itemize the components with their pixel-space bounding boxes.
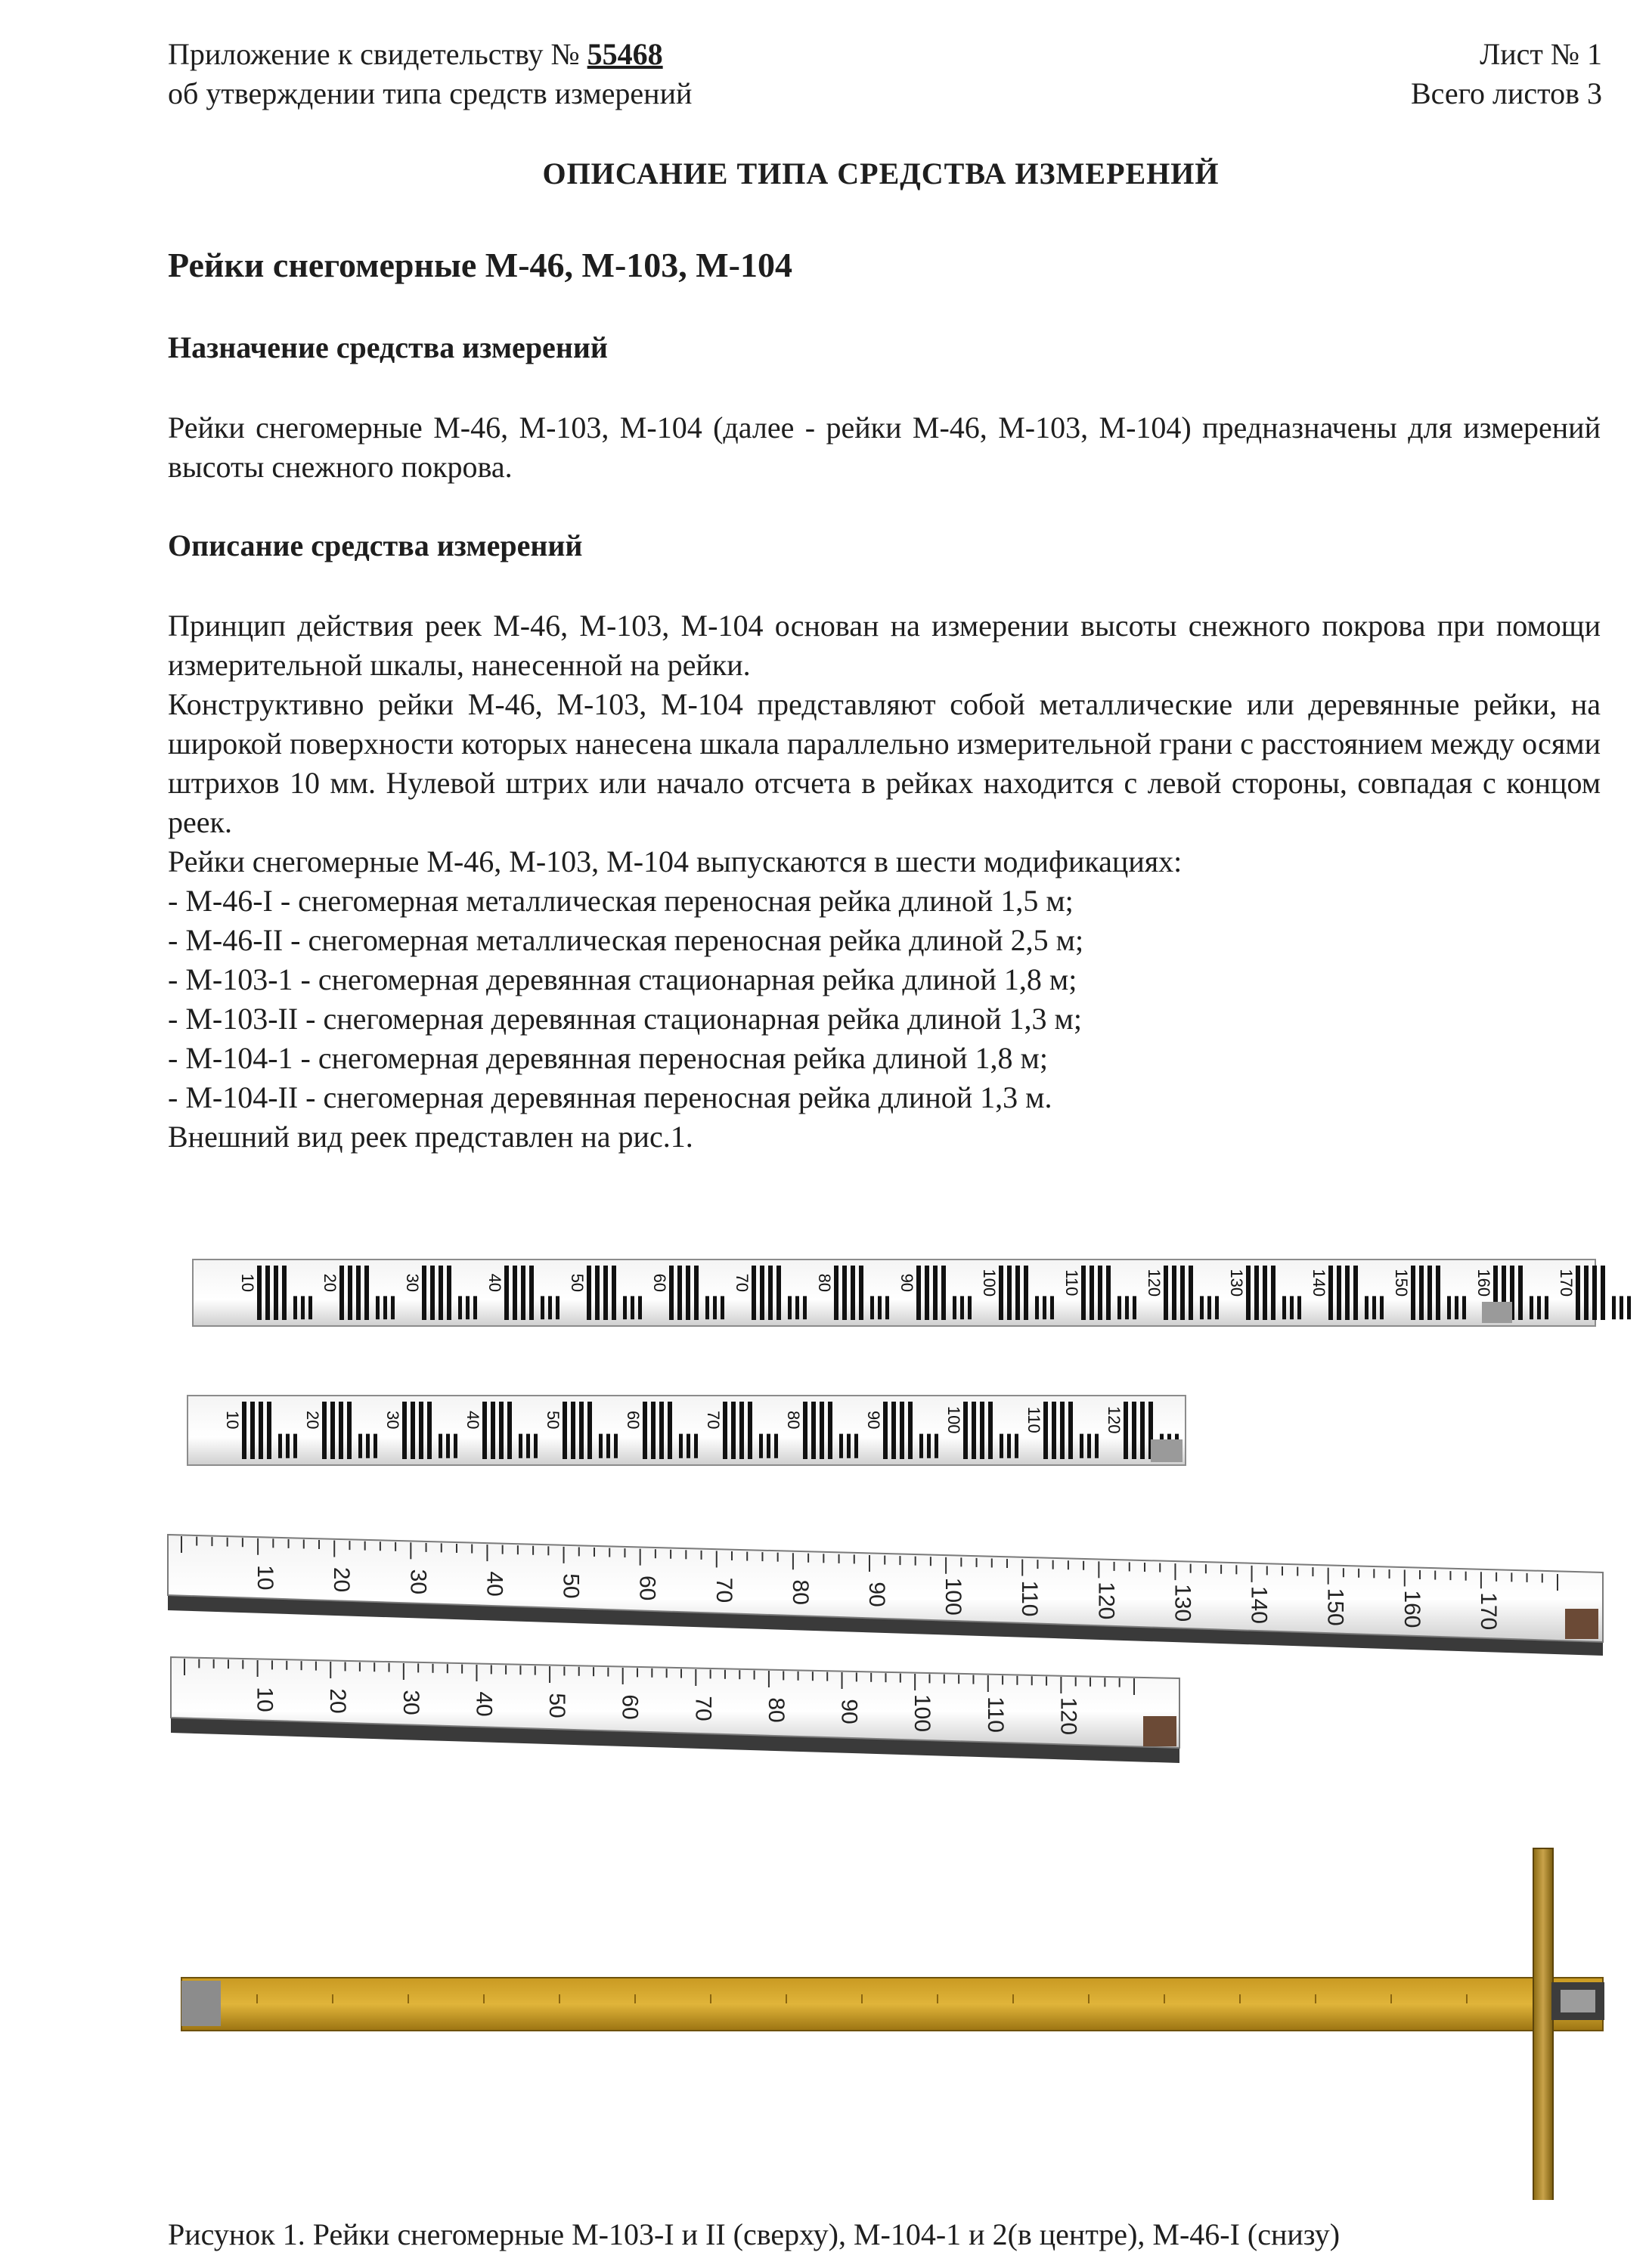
rod-scale-bar xyxy=(526,1434,530,1458)
rod-scale-label: 110 xyxy=(982,1696,1008,1733)
rod-scale-bar xyxy=(259,1402,263,1459)
rod-scale-bar xyxy=(859,1266,863,1320)
rod-scale-bar xyxy=(1172,1266,1176,1320)
rod-scale-bar xyxy=(499,1402,504,1459)
rod-scale-bar xyxy=(1537,1296,1541,1319)
rod-scale-bar xyxy=(1372,1296,1376,1319)
rod-scale-bar xyxy=(878,1296,882,1319)
rod-scale-bar xyxy=(1353,1266,1358,1320)
rod-scale-bar xyxy=(614,1434,618,1458)
rod-scale-label: 90 xyxy=(864,1410,883,1430)
rod-scale-bar xyxy=(293,1434,297,1458)
rod-scale-bar xyxy=(1436,1266,1440,1320)
rod-scale-label: 40 xyxy=(471,1691,497,1717)
modification-item: - М-104-1 - снегомерная деревянная переносная рейка длиной 1,8 м; xyxy=(168,1041,1048,1075)
rod-scale-bar xyxy=(935,1434,938,1458)
rod-scale-bar xyxy=(1180,1266,1185,1320)
rod-scale-bar xyxy=(694,1266,699,1320)
rod-scale-bar xyxy=(1035,1296,1039,1319)
rod-scale-bar xyxy=(513,1266,517,1320)
rod-scale-bar xyxy=(348,1266,352,1320)
rod-scale-bar xyxy=(286,1434,290,1458)
rod-scale-label: 10 xyxy=(238,1273,257,1293)
rod-scale-label: 90 xyxy=(897,1273,916,1293)
rod-scale-label: 10 xyxy=(253,1565,278,1591)
rod-scale-label: 70 xyxy=(704,1410,723,1430)
rod-scale-bar xyxy=(447,1266,451,1320)
rod-scale-bar xyxy=(919,1434,923,1458)
rod-scale-bar xyxy=(301,1296,305,1319)
rod-m46-i xyxy=(181,1848,1604,2200)
figure-caption: Рисунок 1. Рейки снегомерные М-103-I и II (сверху), М-104-1 и 2(в центре), М-46-I (снизу) xyxy=(168,2217,1341,2251)
rod-m103-i xyxy=(193,1259,1631,1326)
rod-scale-bar xyxy=(1419,1266,1424,1320)
rod-scale-bar xyxy=(556,1296,559,1319)
modification-item: - М-103-II - снегомерная деревянная стационарная рейка длиной 1,3 м; xyxy=(168,1002,1082,1036)
rod-scale-label: 110 xyxy=(1024,1406,1043,1433)
rod-scale-bar xyxy=(638,1296,642,1319)
rod-scale-label: 10 xyxy=(223,1410,242,1430)
certificate-number: 55468 xyxy=(587,37,663,71)
rod-scale-bar xyxy=(606,1434,610,1458)
rod-scale-bar xyxy=(687,1434,690,1458)
rod-scale-bar xyxy=(1024,1266,1028,1320)
modification-item: - М-104-II - снегомерная деревянная переносная рейка длиной 1,3 м. xyxy=(168,1080,1052,1114)
rod-scale-bar xyxy=(1427,1266,1432,1320)
rod-scale-bar xyxy=(631,1296,634,1319)
snow-rods-figure xyxy=(0,1194,1649,2200)
rod-scale-label: 20 xyxy=(303,1410,322,1430)
rod-scale-bar xyxy=(521,1266,525,1320)
rod-scale-label: 120 xyxy=(1093,1582,1119,1620)
rod-scale-bar xyxy=(1133,1296,1136,1319)
rod-scale-label: 30 xyxy=(383,1410,402,1430)
rod-scale-bar xyxy=(1254,1266,1259,1320)
rod-scale-bar xyxy=(454,1434,457,1458)
rod-scale-bar xyxy=(839,1434,843,1458)
rod-scale-label: 100 xyxy=(980,1269,999,1297)
rod-scale-bar xyxy=(466,1296,470,1319)
rod2-end-cap xyxy=(1151,1439,1183,1462)
rod-scale-label: 140 xyxy=(1310,1269,1328,1297)
rod-scale-bar xyxy=(1380,1296,1384,1319)
rod-scale-bar xyxy=(1132,1402,1136,1459)
rod-scale-bar xyxy=(788,1296,792,1319)
rod-scale-bar xyxy=(1117,1296,1121,1319)
rod-scale-bar xyxy=(908,1402,913,1459)
rod-scale-label: 120 xyxy=(1105,1405,1124,1434)
rod-scale-bar xyxy=(1620,1296,1623,1319)
rod-scale-bar xyxy=(721,1296,724,1319)
rod-scale-bar xyxy=(612,1266,616,1320)
rod5-metal-tip xyxy=(181,1981,221,2026)
rod-scale-label: 80 xyxy=(815,1273,834,1293)
rod-scale-bar xyxy=(519,1434,522,1458)
rod-scale-bar xyxy=(473,1296,477,1319)
sheet-number: Лист № 1 xyxy=(1480,37,1602,71)
rod-scale-bar xyxy=(900,1402,904,1459)
rod-scale-bar xyxy=(811,1402,816,1459)
rod-scale-bar xyxy=(1125,1296,1129,1319)
rod-scale-bar xyxy=(767,1434,770,1458)
rod-scale-label: 90 xyxy=(864,1582,889,1607)
rod-scale-bar xyxy=(1000,1434,1003,1458)
total-sheets: Всего листов 3 xyxy=(1410,76,1602,110)
rod4-end-cap xyxy=(1143,1716,1176,1746)
rod-scale-bar xyxy=(885,1296,889,1319)
purpose-heading: Назначение средства измерений xyxy=(168,330,608,364)
rod-scale-bar xyxy=(980,1402,984,1459)
description-body xyxy=(168,606,1601,1157)
rod-scale-bar xyxy=(1612,1296,1616,1319)
rod-scale-label: 20 xyxy=(329,1566,355,1593)
rod-scale-label: 50 xyxy=(544,1693,570,1718)
rod-scale-bar xyxy=(988,1402,993,1459)
rod-scale-bar xyxy=(1271,1266,1275,1320)
rod-scale-label: 80 xyxy=(787,1579,813,1605)
rod-scale-bar xyxy=(571,1402,575,1459)
rod-scale-bar xyxy=(768,1266,773,1320)
rod-scale-bar xyxy=(430,1266,435,1320)
rod-scale-label: 60 xyxy=(650,1273,669,1293)
rod-scale-bar xyxy=(529,1266,534,1320)
rod-scale-bar xyxy=(659,1402,664,1459)
rod-scale-bar xyxy=(705,1296,709,1319)
header-left xyxy=(168,35,692,113)
rod-scale-bar xyxy=(1215,1296,1219,1319)
rod-scale-bar xyxy=(668,1402,672,1459)
rod-scale-label: 110 xyxy=(1062,1269,1081,1297)
rod-scale-bar xyxy=(1060,1402,1065,1459)
rod-scale-label: 130 xyxy=(1227,1269,1246,1297)
rod-scale-label: 60 xyxy=(624,1410,643,1430)
rod-scale-bar xyxy=(446,1434,450,1458)
rod-scale-bar xyxy=(1015,1434,1018,1458)
rod-scale-bar xyxy=(1545,1296,1548,1319)
rod-scale-bar xyxy=(927,1434,931,1458)
rod-scale-label: 70 xyxy=(690,1696,716,1721)
rod-scale-bar xyxy=(972,1402,976,1459)
rod-scale-bar xyxy=(748,1402,752,1459)
rod-scale-bar xyxy=(759,1434,763,1458)
rod-scale-bar xyxy=(356,1266,361,1320)
rod-scale-label: 80 xyxy=(784,1410,803,1430)
rod-scale-bar xyxy=(548,1296,552,1319)
rod-scale-label: 150 xyxy=(1322,1588,1348,1626)
modification-item: - М-46-I - снегомерная металлическая переносная рейка длиной 1,5 м; xyxy=(168,884,1074,918)
rod-scale-label: 50 xyxy=(568,1273,587,1293)
rod-scale-label: 20 xyxy=(321,1273,339,1293)
rod-scale-bar xyxy=(1050,1296,1054,1319)
rod-scale-label: 170 xyxy=(1557,1269,1576,1297)
rod-scale-label: 70 xyxy=(733,1273,752,1293)
rod-scale-bar xyxy=(1530,1296,1533,1319)
rod-scale-bar xyxy=(925,1266,929,1320)
rod-scale-bar xyxy=(623,1296,627,1319)
rod-scale-bar xyxy=(1200,1296,1204,1319)
rod-scale-bar xyxy=(579,1402,584,1459)
rod-scale-bar xyxy=(842,1266,847,1320)
rod-scale-bar xyxy=(1007,1266,1012,1320)
rod-scale-label: 30 xyxy=(398,1690,423,1715)
rod-scale-bar xyxy=(491,1402,495,1459)
rod-scale-bar xyxy=(739,1402,744,1459)
rod-scale-bar xyxy=(391,1296,395,1319)
rod-scale-bar xyxy=(278,1434,282,1458)
rod-scale-bar xyxy=(960,1296,964,1319)
rod-scale-bar xyxy=(1627,1296,1631,1319)
rod-scale-bar xyxy=(339,1402,343,1459)
rod-scale-label: 80 xyxy=(763,1697,789,1723)
rod-scale-label: 40 xyxy=(482,1571,507,1597)
rod-scale-label: 130 xyxy=(1170,1584,1195,1622)
rod-scale-label: 140 xyxy=(1246,1585,1272,1624)
rod-scale-bar xyxy=(419,1402,423,1459)
rod-scale-label: 170 xyxy=(1475,1592,1501,1631)
rod-scale-label: 90 xyxy=(836,1699,862,1724)
rod-scale-bar xyxy=(731,1402,736,1459)
rod-scale-label: 160 xyxy=(1474,1269,1493,1297)
rod-scale-bar xyxy=(941,1266,946,1320)
rod-scale-bar xyxy=(587,1402,592,1459)
rod-scale-bar xyxy=(366,1434,370,1458)
rod-scale-bar xyxy=(1282,1296,1286,1319)
rod-scale-bar xyxy=(651,1402,656,1459)
appearance-note: Внешний вид реек представлен на рис.1. xyxy=(168,1120,693,1154)
rod-scale-label: 40 xyxy=(463,1410,482,1430)
rod-scale-bar xyxy=(358,1434,362,1458)
rod-scale-bar xyxy=(411,1402,415,1459)
purpose-text: Рейки снегомерные М-46, М-103, М-104 (далее - рейки М-46, М-103, М-104) предназначены для измерений высоты снежного покрова. xyxy=(168,411,1601,484)
rod-scale-label: 70 xyxy=(711,1577,736,1603)
rod-scale-bar xyxy=(541,1296,544,1319)
rod-scale-bar xyxy=(364,1266,369,1320)
certificate-prefix: Приложение к свидетельству № xyxy=(168,37,580,71)
rod-scale-bar xyxy=(1592,1266,1597,1320)
rod-m103-ii xyxy=(188,1396,1186,1465)
header-right xyxy=(1411,35,1602,113)
rod-scale-bar xyxy=(1090,1266,1094,1320)
rod-scale-bar xyxy=(953,1296,956,1319)
rod-scale-bar xyxy=(250,1402,255,1459)
rod-scale-bar xyxy=(713,1296,717,1319)
rod-scale-bar xyxy=(679,1434,683,1458)
description-paragraph-2: Конструктивно рейки М-46, М-103, М-104 представляют собой металлические или деревянные рейки, на широкой поверхности которых нанесена шкала параллельно измерительной грани с расстоянием между осями штрихов 10 мм. Нулевой штрих или начало отсчета в рейках находится с левой стороны, совпадая с концом реек. xyxy=(168,687,1601,839)
modification-item: - М-46-II - снегомерная металлическая переносная рейка длиной 2,5 м; xyxy=(168,923,1084,957)
rod-scale-bar xyxy=(820,1402,824,1459)
rod-scale-bar xyxy=(1207,1296,1211,1319)
rod-scale-bar xyxy=(347,1402,352,1459)
rod-scale-label: 60 xyxy=(617,1694,643,1720)
rod-scale-bar xyxy=(803,1296,807,1319)
rod-scale-bar xyxy=(603,1266,608,1320)
rod-scale-bar xyxy=(1080,1434,1083,1458)
rod-scale-bar xyxy=(1584,1266,1589,1320)
rod-scale-bar xyxy=(374,1434,377,1458)
rod-scale-bar xyxy=(599,1434,603,1458)
rod-scale-bar xyxy=(1518,1266,1523,1320)
rod-scale-bar xyxy=(774,1434,778,1458)
rod-scale-label: 110 xyxy=(1017,1580,1043,1617)
rod-scale-bar xyxy=(1098,1266,1102,1320)
rod-scale-label: 120 xyxy=(1055,1696,1081,1736)
rod-scale-bar xyxy=(1447,1296,1451,1319)
modification-item: - М-103-1 - снегомерная деревянная стационарная рейка длиной 1,8 м; xyxy=(168,962,1077,996)
rod3-end-cap xyxy=(1565,1609,1598,1639)
rod-scale-bar xyxy=(1263,1266,1267,1320)
rod-scale-bar xyxy=(891,1402,896,1459)
rod-scale-label: 10 xyxy=(252,1687,277,1712)
rod-scale-bar xyxy=(933,1266,938,1320)
rod-scale-label: 40 xyxy=(485,1273,504,1293)
rod-scale-label: 160 xyxy=(1399,1590,1424,1628)
description-paragraph-1: Принцип действия реек М-46, М-103, М-104 основан на измерении высоты снежного покрова при помощи измерительной шкалы, нанесенной на рейки. xyxy=(168,609,1601,682)
rod-scale-label: 100 xyxy=(941,1577,966,1616)
modifications-intro: Рейки снегомерные М-46, М-103, М-104 выпускаются в шести модификациях: xyxy=(168,844,1183,878)
rod-scale-bar xyxy=(1462,1296,1466,1319)
rod-scale-bar xyxy=(1337,1266,1341,1320)
product-title: Рейки снегомерные М-46, М-103, М-104 xyxy=(168,246,793,284)
rod-scale-bar xyxy=(439,1434,442,1458)
rod-scale-bar xyxy=(1106,1266,1111,1320)
document-title: ОПИСАНИЕ ТИПА СРЕДСТВА ИЗМЕРЕНИЙ xyxy=(542,156,1220,191)
rod-scale-bar xyxy=(1455,1296,1458,1319)
rod-scale-bar xyxy=(776,1266,781,1320)
rod-scale-bar xyxy=(1365,1296,1368,1319)
rod-scale-label: 30 xyxy=(403,1273,422,1293)
rod-scale-bar xyxy=(870,1296,874,1319)
description-heading: Описание средства измерений xyxy=(168,528,583,562)
rod-scale-bar xyxy=(1095,1434,1099,1458)
rod-scale-label: 30 xyxy=(405,1569,431,1595)
rod-scale-bar xyxy=(677,1266,682,1320)
rod-scale-bar xyxy=(534,1434,538,1458)
rod-scale-bar xyxy=(1140,1402,1145,1459)
rod-scale-label: 150 xyxy=(1392,1269,1411,1297)
rod-scale-bar xyxy=(854,1434,858,1458)
rod-m104-2 xyxy=(171,1657,1179,1763)
rod-scale-bar xyxy=(1345,1266,1350,1320)
rod-scale-bar xyxy=(439,1266,443,1320)
rod-scale-bar xyxy=(1007,1434,1011,1458)
rod-scale-bar xyxy=(1087,1434,1091,1458)
rod-scale-bar xyxy=(1290,1296,1294,1319)
rod-scale-bar xyxy=(293,1296,297,1319)
rod-scale-bar xyxy=(265,1266,270,1320)
rod-scale-label: 100 xyxy=(910,1693,935,1733)
rod-scale-label: 60 xyxy=(634,1575,660,1601)
rod-scale-bar xyxy=(795,1296,799,1319)
rod-scale-bar xyxy=(760,1266,764,1320)
certificate-line xyxy=(168,35,692,74)
rod-scale-bar xyxy=(1189,1266,1193,1320)
rod-scale-bar xyxy=(1601,1266,1605,1320)
rod-m104-1 xyxy=(168,1535,1603,1656)
rod-scale-label: 20 xyxy=(325,1688,351,1714)
rod-scale-label: 100 xyxy=(944,1405,963,1434)
approval-line: об утверждении типа средств измерений xyxy=(168,76,693,110)
rod-scale-label: 50 xyxy=(558,1573,584,1599)
rod-scale-bar xyxy=(330,1402,335,1459)
rod-scale-bar xyxy=(267,1402,271,1459)
rod-scale-bar xyxy=(308,1296,312,1319)
rod-scale-bar xyxy=(274,1266,278,1320)
rod-scale-bar xyxy=(458,1296,462,1319)
rod-scale-bar xyxy=(847,1434,851,1458)
rod-scale-bar xyxy=(427,1402,432,1459)
rod-scale-bar xyxy=(968,1296,972,1319)
rod-scale-bar xyxy=(595,1266,600,1320)
rod5-t-handle xyxy=(1533,1848,1553,2200)
rod-scale-bar xyxy=(376,1296,380,1319)
rod1-end-cap xyxy=(1482,1302,1512,1323)
rod-scale-bar xyxy=(1015,1266,1020,1320)
rod-scale-bar xyxy=(1297,1296,1301,1319)
rod-scale-bar xyxy=(507,1402,512,1459)
rod-scale-bar xyxy=(383,1296,387,1319)
rod-scale-bar xyxy=(686,1266,690,1320)
rod-scale-label: 50 xyxy=(544,1410,563,1430)
rod-scale-bar xyxy=(1068,1402,1073,1459)
rod-scale-bar xyxy=(828,1402,832,1459)
rod-scale-label: 120 xyxy=(1145,1269,1164,1297)
rod-scale-bar xyxy=(1043,1296,1046,1319)
rod-scale-bar xyxy=(694,1434,698,1458)
rod-scale-bar xyxy=(851,1266,855,1320)
rod-scale-bar xyxy=(282,1266,287,1320)
rod-scale-bar xyxy=(1052,1402,1056,1459)
